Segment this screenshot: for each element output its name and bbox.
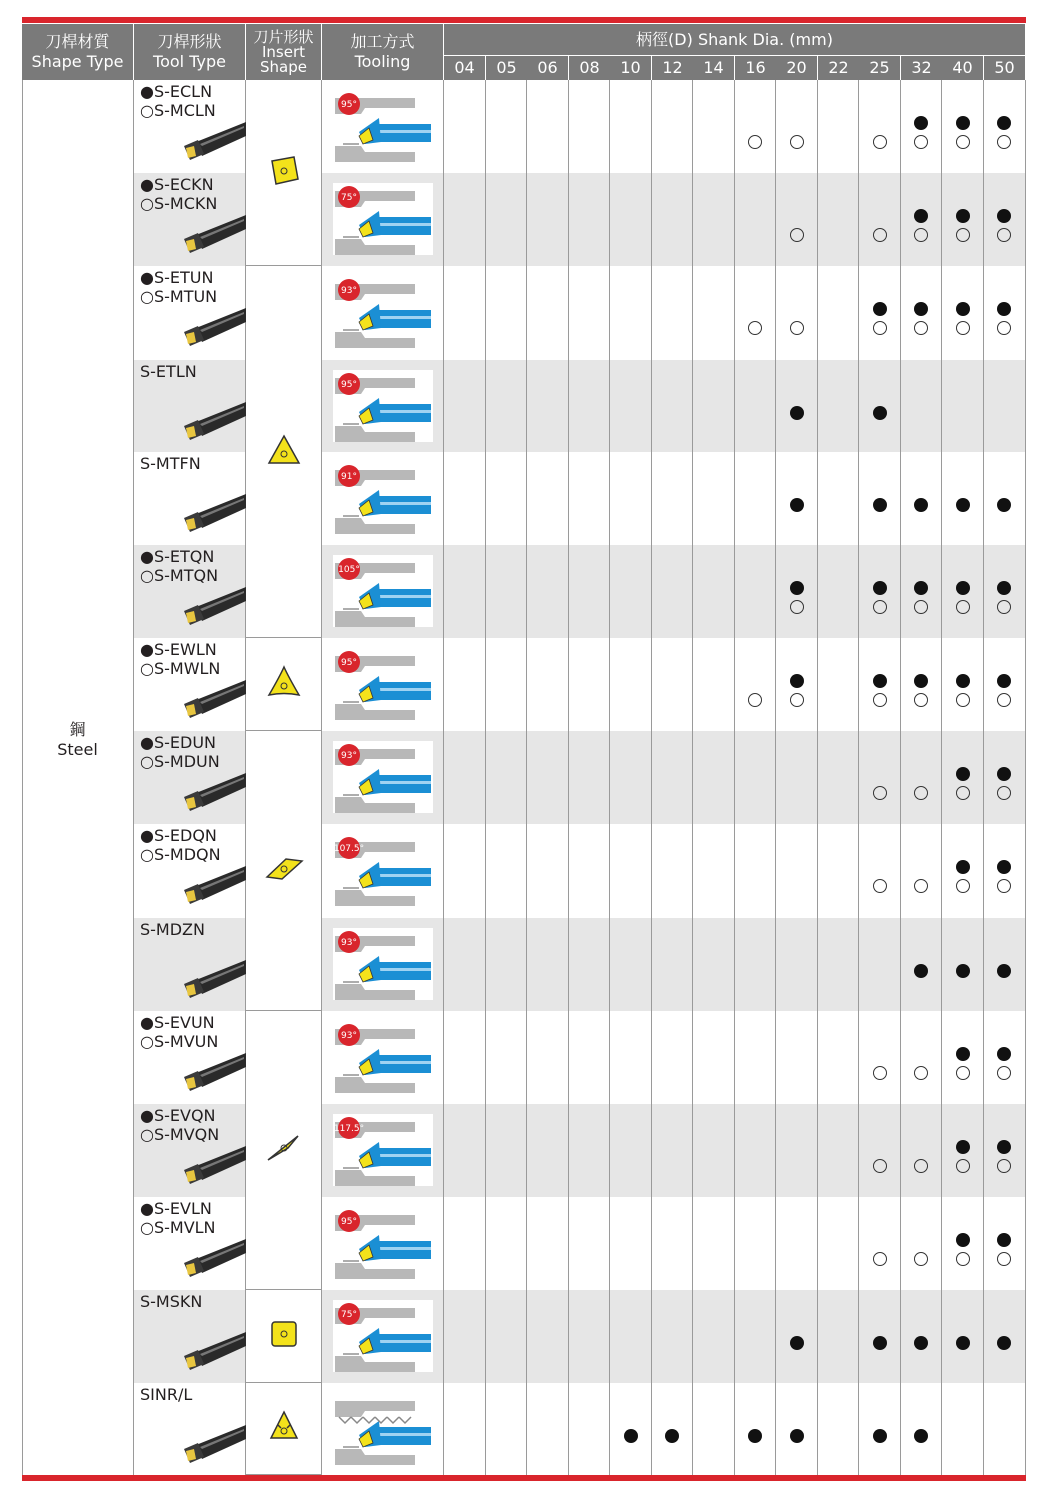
cutting-angle-label: 93°	[341, 1031, 357, 1041]
tool-holder-image	[180, 396, 246, 446]
diameter-cell-32: 32	[901, 56, 942, 80]
open-dot	[790, 693, 804, 707]
column-divider	[22, 80, 23, 1475]
cutting-angle-badge	[338, 558, 360, 580]
diameter-cell-40: 40	[942, 56, 983, 80]
tool-type-label: S-MTFN	[140, 454, 201, 473]
tool-type-label: ●S-EWLN	[140, 640, 217, 659]
trigon-insert-icon	[264, 662, 304, 706]
filled-dot	[873, 406, 887, 420]
rhombus-55-insert-icon	[264, 849, 304, 893]
filled-dot	[873, 674, 887, 688]
tool-type-label: ●S-ECLN	[140, 82, 213, 101]
cutting-angle-badge	[338, 279, 360, 301]
column-divider	[817, 80, 818, 1475]
open-dot	[873, 1252, 887, 1266]
cutting-angle-label: 95°	[341, 380, 357, 390]
column-divider	[443, 80, 444, 1475]
tool-holder-image	[180, 1419, 246, 1469]
open-dot	[873, 1066, 887, 1080]
tooling-diagram	[331, 1112, 435, 1188]
tool-holder-image	[180, 860, 246, 910]
insert-shape-cell	[246, 1383, 321, 1475]
column-divider	[983, 80, 984, 1475]
threading-insert-icon	[264, 1407, 304, 1451]
open-dot	[956, 228, 970, 242]
tooling-diagram	[331, 739, 435, 815]
column-divider	[133, 80, 134, 1475]
column-divider	[321, 80, 322, 1475]
column-divider	[485, 80, 486, 1475]
column-divider	[651, 80, 652, 1475]
tooling-diagram	[331, 1298, 435, 1374]
header-shape-type-cn: 刀桿材質	[45, 32, 110, 51]
diameter-cell-14: 14	[693, 56, 734, 80]
column-divider	[692, 80, 693, 1475]
filled-dot	[873, 581, 887, 595]
header-tool-type-en: Tool Type	[153, 52, 226, 71]
cutting-angle-badge	[338, 744, 360, 766]
rhombus-35-insert-icon	[264, 1128, 304, 1172]
filled-dot	[873, 1336, 887, 1350]
tool-holder-image	[180, 488, 246, 538]
tool-type-label: ○S-MTUN	[140, 287, 218, 306]
cutting-angle-label: 95°	[341, 1217, 357, 1227]
open-dot	[790, 228, 804, 242]
tool-holder-image	[180, 209, 246, 259]
open-dot	[956, 1252, 970, 1266]
cutting-angle-label: 93°	[341, 286, 357, 296]
open-dot	[956, 879, 970, 893]
column-divider	[609, 80, 610, 1475]
cutting-angle-badge	[338, 1024, 360, 1046]
insert-shape-cell	[246, 266, 321, 638]
cutting-angle-badge	[338, 186, 360, 208]
tool-type-label: ○S-MTQN	[140, 566, 219, 585]
filled-dot	[956, 1233, 970, 1247]
filled-dot	[956, 1140, 970, 1154]
header-insert-cn: 刀片形狀	[253, 27, 314, 46]
column-divider	[734, 80, 735, 1475]
cutting-angle-label: 105°	[338, 565, 360, 575]
tool-type-label: ○S-MVQN	[140, 1125, 220, 1144]
header-insert-en2: Shape	[260, 57, 307, 76]
cutting-angle-label: 95°	[341, 100, 357, 110]
tool-holder-image	[180, 581, 246, 631]
open-dot	[790, 600, 804, 614]
column-divider	[1025, 80, 1026, 1475]
cutting-angle-label: 93°	[341, 938, 357, 948]
header-tooling-cn: 加工方式	[350, 32, 415, 51]
open-dot	[956, 786, 970, 800]
filled-dot	[956, 581, 970, 595]
tool-holder-image	[180, 954, 246, 1004]
cutting-angle-label: 93°	[341, 751, 357, 761]
tool-holder-image	[180, 1047, 246, 1097]
filled-dot	[956, 860, 970, 874]
tool-type-label: ●S-ETQN	[140, 547, 215, 566]
diameter-cell-12: 12	[652, 56, 693, 80]
tool-holder-image	[180, 1326, 246, 1376]
filled-dot	[624, 1429, 638, 1443]
insert-shape-cell	[246, 731, 321, 1011]
cutting-angle-label: 117.5°	[333, 1124, 365, 1134]
open-dot	[873, 879, 887, 893]
cutting-angle-label: 75°	[341, 1310, 357, 1320]
filled-dot	[790, 581, 804, 595]
tooling-diagram	[331, 1205, 435, 1281]
tool-type-label: ○S-MWLN	[140, 659, 221, 678]
tool-type-label: S-MDZN	[140, 920, 205, 939]
square-insert-icon	[264, 1314, 304, 1358]
open-dot	[873, 786, 887, 800]
filled-dot	[790, 674, 804, 688]
filled-dot	[956, 116, 970, 130]
filled-dot	[956, 964, 970, 978]
open-dot	[956, 135, 970, 149]
tool-holder-image	[180, 302, 246, 352]
filled-dot	[956, 302, 970, 316]
triangle-insert-icon	[264, 430, 304, 474]
open-dot	[956, 693, 970, 707]
diameter-cell-10: 10	[610, 56, 651, 80]
open-dot	[790, 321, 804, 335]
material-en: Steel	[57, 740, 98, 759]
header-shank-title: 柄徑(D) Shank Dia. (mm)	[636, 29, 833, 49]
filled-dot	[790, 498, 804, 512]
tooling-diagram	[331, 460, 435, 536]
column-divider	[526, 80, 527, 1475]
cutting-angle-label: 91°	[341, 472, 357, 482]
diameter-cell-22: 22	[818, 56, 859, 80]
open-dot	[873, 693, 887, 707]
cutting-angle-label: 95°	[341, 658, 357, 668]
tool-type-label: ●S-EVLN	[140, 1199, 212, 1218]
diameter-cell-16: 16	[735, 56, 776, 80]
header-shape-type-en: Shape Type	[31, 52, 124, 71]
cutting-angle-badge	[338, 465, 360, 487]
insert-shape-cell	[246, 638, 321, 731]
tool-type-label: SINR/L	[140, 1385, 193, 1404]
tool-type-label: ○S-MDQN	[140, 845, 221, 864]
column-divider	[941, 80, 942, 1475]
tool-type-label: ●S-EDUN	[140, 733, 216, 752]
rhombus-80-insert-icon	[264, 151, 304, 195]
cutting-angle-badge	[338, 931, 360, 953]
tool-type-label: ○S-MDUN	[140, 752, 220, 771]
diameter-cell-05: 05	[486, 56, 527, 80]
tooling-diagram	[331, 368, 435, 444]
header-insert-en1: Insert	[261, 42, 306, 61]
diameter-cell-06: 06	[527, 56, 568, 80]
filled-dot	[790, 1429, 804, 1443]
column-divider	[568, 80, 569, 1475]
column-divider	[775, 80, 776, 1475]
filled-dot	[873, 1429, 887, 1443]
tooling-diagram	[331, 646, 435, 722]
insert-shape-cell	[246, 80, 321, 266]
insert-shape-cell	[246, 1011, 321, 1290]
material-cell	[22, 720, 133, 760]
diameter-cell-04: 04	[444, 56, 485, 80]
tooling-diagram	[331, 832, 435, 908]
tool-holder-image	[180, 1233, 246, 1283]
tooling-diagram	[331, 181, 435, 257]
open-dot	[956, 1066, 970, 1080]
tool-holder-image	[180, 767, 246, 817]
cutting-angle-label: 107.5°	[333, 844, 365, 854]
filled-dot	[790, 1336, 804, 1350]
filled-dot	[956, 1047, 970, 1061]
column-divider	[858, 80, 859, 1475]
diameter-cell-25: 25	[859, 56, 900, 80]
tooling-diagram	[331, 553, 435, 629]
tool-holder-image	[180, 1140, 246, 1190]
tool-type-label: ○S-MCLN	[140, 101, 216, 120]
column-divider	[900, 80, 901, 1475]
open-dot	[873, 600, 887, 614]
filled-dot	[956, 674, 970, 688]
cutting-angle-badge	[338, 373, 360, 395]
tool-type-label: ○S-MCKN	[140, 194, 218, 213]
cutting-angle-badge	[338, 1303, 360, 1325]
tool-holder-image	[180, 116, 246, 166]
open-dot	[873, 228, 887, 242]
cutting-angle-label: 75°	[341, 193, 357, 203]
tool-type-label: ○S-MVLN	[140, 1218, 216, 1237]
material-cn: 鋼	[69, 720, 86, 739]
filled-dot	[956, 1336, 970, 1350]
tooling-diagram	[331, 88, 435, 164]
tool-type-label: ●S-EDQN	[140, 826, 217, 845]
insert-shape-cell	[246, 1290, 321, 1383]
cutting-angle-badge	[338, 651, 360, 673]
open-dot	[873, 321, 887, 335]
tool-type-label: ●S-ETUN	[140, 268, 214, 287]
tool-type-label: ○S-MVUN	[140, 1032, 219, 1051]
tool-type-label: ●S-ECKN	[140, 175, 214, 194]
filled-dot	[956, 767, 970, 781]
diameter-cell-08: 08	[569, 56, 610, 80]
open-dot	[873, 1159, 887, 1173]
tooling-diagram	[331, 274, 435, 350]
header-tooling-en: Tooling	[354, 52, 411, 71]
open-dot	[956, 321, 970, 335]
open-dot	[956, 1159, 970, 1173]
tooling-diagram	[331, 1019, 435, 1095]
filled-dot	[873, 302, 887, 316]
tool-type-label: S-MSKN	[140, 1292, 203, 1311]
filled-dot	[790, 406, 804, 420]
filled-dot	[956, 209, 970, 223]
tooling-diagram	[331, 926, 435, 1002]
filled-dot	[873, 498, 887, 512]
cutting-angle-badge	[338, 1210, 360, 1232]
tool-type-label: ●S-EVQN	[140, 1106, 216, 1125]
tool-type-label: S-ETLN	[140, 362, 197, 381]
open-dot	[873, 135, 887, 149]
open-dot	[956, 600, 970, 614]
diameter-cell-50: 50	[984, 56, 1025, 80]
diameter-cell-20: 20	[776, 56, 817, 80]
tooling-diagram	[331, 1391, 435, 1467]
tool-type-label: ●S-EVUN	[140, 1013, 215, 1032]
cutting-angle-badge	[338, 93, 360, 115]
header-tool-type-cn: 刀桿形狀	[157, 32, 222, 51]
tool-holder-image	[180, 674, 246, 724]
filled-dot	[956, 498, 970, 512]
open-dot	[790, 135, 804, 149]
